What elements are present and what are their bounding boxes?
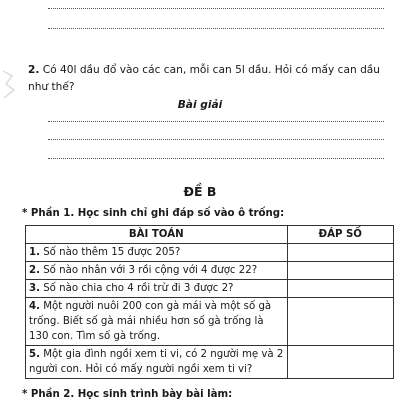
answer-cell[interactable] bbox=[287, 346, 394, 379]
problem-2 bbox=[28, 62, 388, 96]
problem-number: 2. bbox=[28, 64, 40, 76]
problem-cell bbox=[26, 244, 288, 262]
answer-cell[interactable] bbox=[287, 298, 394, 346]
header-problem: BÀI TOÁN bbox=[26, 226, 288, 244]
problem-cell bbox=[26, 298, 288, 346]
table-row bbox=[26, 346, 394, 379]
table-header-row bbox=[26, 226, 394, 244]
table-row bbox=[26, 298, 394, 346]
row-number: 5. bbox=[29, 349, 40, 360]
part1-title: * Phần 1. Học sinh chỉ ghi đáp số vào ô trống: bbox=[22, 208, 285, 219]
answer-cell[interactable] bbox=[287, 244, 394, 262]
answer-cell[interactable] bbox=[287, 280, 394, 298]
answer-line bbox=[48, 158, 384, 159]
row-number: 4. bbox=[29, 301, 40, 312]
row-text: Một người nuôi 200 con gà mái và một số gà trống. Biết số gà mái nhiều hơn số gà trống là 130 con. Tìm số gà trống. bbox=[29, 301, 272, 342]
row-text: Một gia đình ngồi xem ti vi, có 2 người mẹ và 2 người con. Hỏi có mấy người ngồi xem ti vi? bbox=[29, 349, 284, 375]
part2-title: * Phần 2. Học sinh trình bày bài làm: bbox=[22, 389, 233, 400]
answer-line bbox=[48, 121, 384, 122]
row-number: 3. bbox=[29, 283, 40, 294]
problem-text: Có 40l dầu đổ vào các can, mỗi can 5l dầu. Hỏi có mấy can dầu như thế? bbox=[28, 64, 381, 93]
row-text: Số nào chia cho 4 rồi trừ đi 3 được 2? bbox=[43, 283, 234, 294]
answer-line bbox=[48, 28, 384, 29]
answer-line bbox=[48, 139, 384, 140]
table-row bbox=[26, 280, 394, 298]
row-text: Số nào thêm 15 được 205? bbox=[43, 247, 181, 258]
header-answer: ĐÁP SỐ bbox=[287, 226, 394, 244]
table-row bbox=[26, 262, 394, 280]
problem-cell bbox=[26, 346, 288, 379]
section-title: ĐỀ B bbox=[183, 184, 217, 199]
problem-table bbox=[25, 225, 394, 379]
problem-cell bbox=[26, 280, 288, 298]
row-number: 1. bbox=[29, 247, 40, 258]
row-number: 2. bbox=[29, 265, 40, 276]
row-text: Số nào nhân với 3 rồi cộng với 4 được 22? bbox=[43, 265, 258, 276]
solution-heading: Bài giải bbox=[177, 99, 223, 111]
answer-cell[interactable] bbox=[287, 262, 394, 280]
table-row bbox=[26, 244, 394, 262]
problem-cell bbox=[26, 262, 288, 280]
answer-line bbox=[48, 8, 384, 9]
